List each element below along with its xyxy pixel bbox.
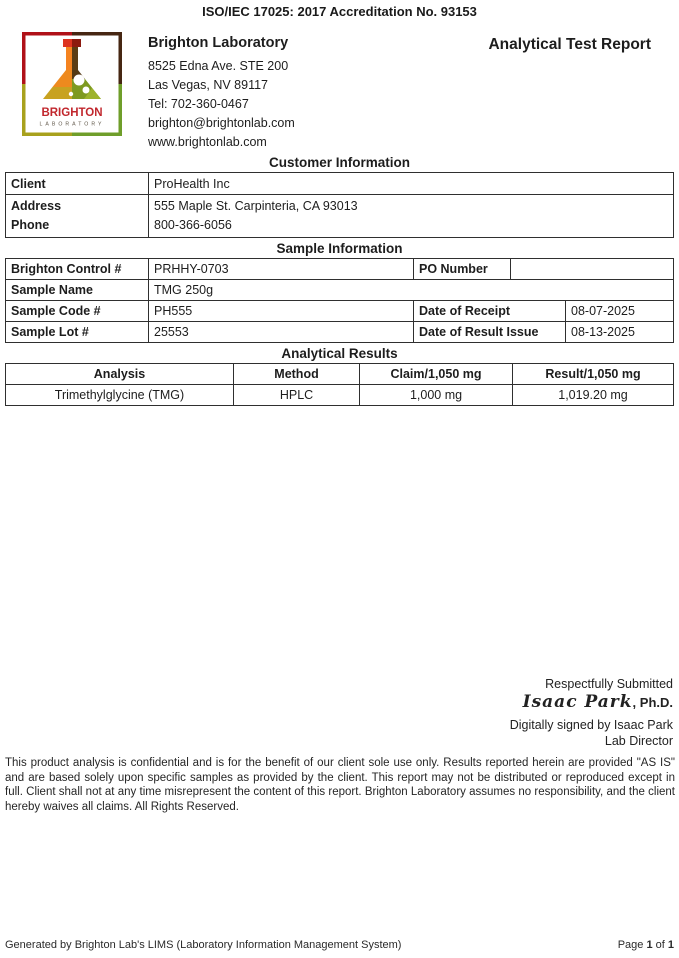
analytical-results-title: Analytical Results xyxy=(281,346,398,361)
company-info xyxy=(148,32,295,152)
flask-logo-icon xyxy=(22,32,122,136)
brighton-control-label: Brighton Control # xyxy=(6,259,149,280)
logo-sub-text: LABORATORY xyxy=(39,121,105,128)
signature-line xyxy=(510,692,673,712)
signature-block xyxy=(510,677,673,749)
table-row xyxy=(6,301,674,322)
page-footer xyxy=(5,939,674,951)
respectfully-submitted-text: Respectfully Submitted xyxy=(545,677,673,691)
address-phone-values xyxy=(149,195,674,238)
company-email: brighton@brightonlab.com xyxy=(148,116,295,130)
date-of-receipt-label: Date of Receipt xyxy=(414,301,566,322)
sample-code-value: PH555 xyxy=(149,301,414,322)
table-row xyxy=(6,322,674,343)
signature-handwriting: Isaac Park xyxy=(522,692,633,712)
lab-director-text: Lab Director xyxy=(604,734,673,748)
method-value: HPLC xyxy=(234,385,360,406)
sample-lot-label: Sample Lot # xyxy=(6,322,149,343)
client-label: Client xyxy=(6,173,149,195)
sample-name-value: TMG 250g xyxy=(149,280,674,301)
address-value: 555 Maple St. Carpinteria, CA 93013 xyxy=(154,199,358,213)
sample-name-label: Sample Name xyxy=(6,280,149,301)
claim-column-header: Claim/1,050 mg xyxy=(360,364,513,385)
table-row xyxy=(6,173,674,195)
company-phone: Tel: 702-360-0467 xyxy=(148,97,249,111)
company-address-line2: Las Vegas, NV 89117 xyxy=(148,78,268,92)
sample-lot-value: 25553 xyxy=(149,322,414,343)
table-header-row xyxy=(6,364,674,385)
client-value: ProHealth Inc xyxy=(149,173,674,195)
customer-information-table xyxy=(5,172,674,238)
brighton-control-value: PRHHY-0703 xyxy=(149,259,414,280)
phone-label: Phone xyxy=(11,218,50,232)
claim-value: 1,000 mg xyxy=(360,385,513,406)
date-of-result-issue-value: 08-13-2025 xyxy=(566,322,674,343)
table-row xyxy=(6,280,674,301)
page-number: Page 1 of 1 xyxy=(617,939,674,951)
date-of-result-issue-label: Date of Result Issue xyxy=(414,322,566,343)
sample-information-table xyxy=(5,258,674,343)
signature-credential: , Ph.D. xyxy=(632,695,673,710)
po-number-value xyxy=(511,259,674,280)
table-row xyxy=(6,259,674,280)
company-address-line1: 8525 Edna Ave. STE 200 xyxy=(148,59,289,73)
report-title: Analytical Test Report xyxy=(488,36,651,53)
company-website: www.brightonlab.com xyxy=(148,135,267,149)
address-label: Address xyxy=(11,199,62,213)
logo-brand-text: BRIGHTON xyxy=(41,107,103,119)
generated-by-text: Generated by Brighton Lab's LIMS (Laboratory Information Management System) xyxy=(5,939,402,951)
sample-code-label: Sample Code # xyxy=(6,301,149,322)
company-name: Brighton Laboratory xyxy=(148,35,289,51)
method-column-header: Method xyxy=(234,364,360,385)
result-column-header: Result/1,050 mg xyxy=(513,364,674,385)
analysis-column-header: Analysis xyxy=(6,364,234,385)
address-phone-labels xyxy=(6,195,149,238)
analysis-value: Trimethylglycine (TMG) xyxy=(6,385,234,406)
digitally-signed-text: Digitally signed by Isaac Park xyxy=(509,718,673,732)
sample-information-title: Sample Information xyxy=(276,241,403,256)
accreditation-line: ISO/IEC 17025: 2017 Accreditation No. 93153 xyxy=(202,4,477,19)
po-number-label: PO Number xyxy=(414,259,511,280)
report-header xyxy=(22,32,673,152)
analytical-results-table xyxy=(5,363,674,406)
brighton-lab-logo xyxy=(22,32,122,136)
date-of-receipt-value: 08-07-2025 xyxy=(566,301,674,322)
table-row xyxy=(6,385,674,406)
phone-value: 800-366-6056 xyxy=(154,218,232,232)
disclaimer-text: This product analysis is confidential and is for the benefit of our client sole use only. Results reported herein are provided "AS IS" and are based solely upon specific samples as provided by the client. This report may not be distributed or reproduced except in full. Client shall not at any time misrepresent the content of this report. Brighton Laboratory assumes no responsibility, and the client hereby waives all claims. All Rights Reserved. xyxy=(5,757,675,813)
result-value: 1,019.20 mg xyxy=(513,385,674,406)
customer-information-title: Customer Information xyxy=(268,155,410,170)
table-row xyxy=(6,195,674,238)
